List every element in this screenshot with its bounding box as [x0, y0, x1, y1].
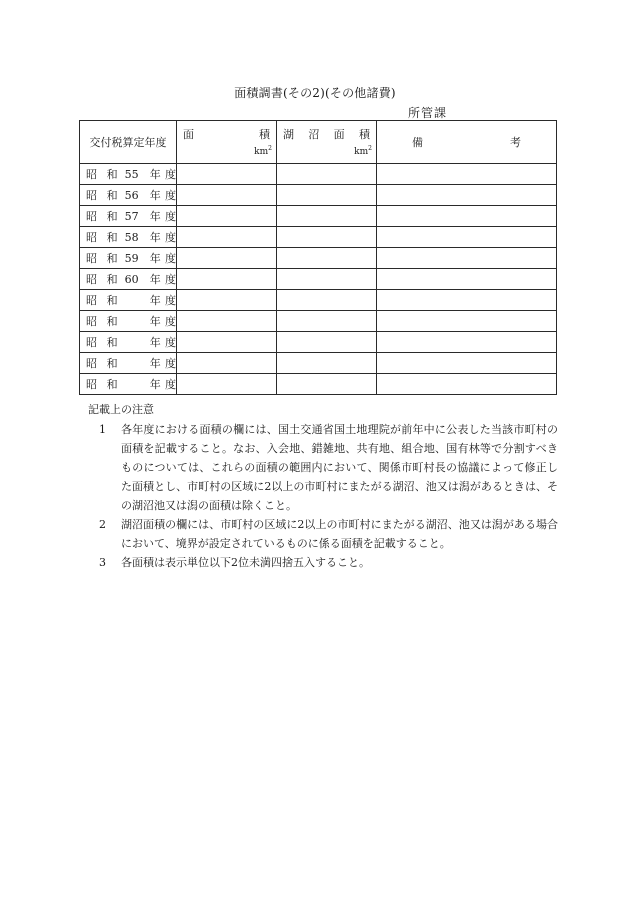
table-row: [80, 353, 557, 374]
era-char-2: 和: [106, 294, 118, 307]
degree-char: 度: [165, 168, 176, 181]
header-lake-unit: [354, 145, 372, 157]
note-item: [96, 553, 558, 572]
note-text: 各面積は表示単位以下2位未満四捨五入すること。: [121, 556, 370, 569]
note-item: [96, 515, 558, 553]
year-char: 年: [149, 231, 161, 244]
table-row: [80, 248, 557, 269]
header-fiscal-year: 交付税算定年度: [80, 121, 177, 164]
area-unit-text: km: [254, 147, 269, 157]
remarks-cell[interactable]: [377, 311, 557, 332]
table-row: [80, 206, 557, 227]
remarks-cell[interactable]: [377, 290, 557, 311]
era-char-2: 和: [106, 189, 118, 202]
era-char-2: 和: [106, 210, 118, 223]
degree-char: 度: [165, 357, 176, 370]
fiscal-year-label: [80, 227, 176, 247]
degree-char: 度: [165, 294, 176, 307]
era-char-1: 昭: [86, 336, 97, 349]
header-remarks: [377, 121, 557, 164]
header-area: [177, 121, 277, 164]
note-number: 2: [99, 518, 106, 531]
note-number: 3: [99, 556, 106, 569]
header-lake-area: [277, 121, 377, 164]
era-char-2: 和: [106, 315, 118, 328]
area-cell[interactable]: [177, 206, 277, 227]
header-area-char-1: 面: [183, 128, 194, 141]
era-char-1: 昭: [86, 168, 97, 181]
note-text: 各年度における面積の欄には、国土交通省国土地理院が前年中に公表した当該市町村の面積を記載すること。なお、入会地、錯雑地、共有地、組合地、国有林等で分割すべきものについては、これらの面積の範囲内において、関係市町村長の協議によって修正した面積とし、市町村の区域に2以上の市町村にまたがる湖沼、池又は潟があるときは、その湖沼池又は潟の面積は除くこと。: [121, 423, 558, 512]
header-remarks-char-1: 備: [412, 136, 423, 149]
header-lake-char-1: 湖: [283, 128, 294, 141]
year-char: 年: [149, 252, 161, 265]
header-area-unit: [254, 145, 272, 157]
year-char: 年: [149, 210, 161, 223]
area-cell[interactable]: [177, 248, 277, 269]
area-cell[interactable]: [177, 332, 277, 353]
table-row: [80, 374, 557, 395]
table-row: [80, 269, 557, 290]
era-char-2: 和: [106, 378, 118, 391]
remarks-cell[interactable]: [377, 332, 557, 353]
lake-area-cell[interactable]: [277, 206, 377, 227]
page-title: 面積調書(その2)(その他諸費): [234, 86, 396, 100]
year-number: 56: [124, 188, 139, 202]
fiscal-year-label: [80, 353, 176, 373]
area-cell[interactable]: [177, 290, 277, 311]
area-cell[interactable]: [177, 269, 277, 290]
era-char-1: 昭: [86, 210, 97, 223]
area-cell[interactable]: [177, 164, 277, 185]
era-char-2: 和: [106, 231, 118, 244]
era-char-2: 和: [106, 273, 118, 286]
year-char: 年: [149, 336, 161, 349]
fiscal-year-cell: [80, 164, 177, 185]
degree-char: 度: [165, 336, 176, 349]
fiscal-year-cell: [80, 311, 177, 332]
fiscal-year-label: [80, 332, 176, 352]
lake-area-cell[interactable]: [277, 185, 377, 206]
table-row: [80, 227, 557, 248]
note-item: [96, 420, 558, 515]
table-body: [80, 164, 557, 395]
fiscal-year-label: [80, 164, 176, 184]
fiscal-year-label: [80, 311, 176, 331]
era-char-1: 昭: [86, 357, 97, 370]
area-cell[interactable]: [177, 374, 277, 395]
year-char: 年: [149, 357, 161, 370]
remarks-cell[interactable]: [377, 353, 557, 374]
fiscal-year-cell: [80, 227, 177, 248]
fiscal-year-label: [80, 374, 176, 394]
area-survey-table: [79, 120, 557, 395]
degree-char: 度: [165, 210, 176, 223]
year-number: 57: [124, 209, 139, 223]
degree-char: 度: [165, 315, 176, 328]
lake-area-cell[interactable]: [277, 332, 377, 353]
lake-area-cell[interactable]: [277, 164, 377, 185]
fiscal-year-cell: [80, 269, 177, 290]
lake-area-cell[interactable]: [277, 248, 377, 269]
era-char-1: 昭: [86, 315, 97, 328]
area-cell[interactable]: [177, 353, 277, 374]
era-char-1: 昭: [86, 252, 97, 265]
area-unit-exponent: 2: [268, 145, 272, 152]
note-text: 湖沼面積の欄には、市町村の区域に2以上の市町村にまたがる湖沼、池又は潟がある場合において、境界が設定されているものに係る面積を記載すること。: [121, 518, 558, 550]
fiscal-year-label: [80, 290, 176, 310]
year-char: 年: [149, 168, 161, 181]
era-char-2: 和: [106, 252, 118, 265]
year-char: 年: [149, 315, 161, 328]
era-char-2: 和: [106, 336, 118, 349]
fiscal-year-cell: [80, 374, 177, 395]
remarks-cell[interactable]: [377, 164, 557, 185]
degree-char: 度: [165, 378, 176, 391]
year-char: 年: [149, 273, 161, 286]
era-char-1: 昭: [86, 273, 97, 286]
table-row: [80, 290, 557, 311]
table-row: [80, 332, 557, 353]
table-row: [80, 311, 557, 332]
notes-section: [88, 400, 558, 572]
lake-area-cell[interactable]: [277, 227, 377, 248]
degree-char: 度: [165, 231, 176, 244]
fiscal-year-cell: [80, 332, 177, 353]
year-number: 55: [124, 167, 139, 181]
header-lake-char-4: 積: [358, 128, 370, 141]
fiscal-year-label: [80, 269, 176, 289]
note-number: 1: [99, 423, 106, 436]
year-number: 59: [124, 251, 139, 265]
fiscal-year-label: [80, 185, 176, 205]
header-lake-char-3: 面: [333, 128, 345, 141]
era-char-1: 昭: [86, 294, 97, 307]
remarks-cell[interactable]: [377, 185, 557, 206]
remarks-cell[interactable]: [377, 227, 557, 248]
table-row: [80, 185, 557, 206]
header-remarks-char-2: 考: [510, 136, 521, 149]
lake-area-cell[interactable]: [277, 290, 377, 311]
year-char: 年: [149, 378, 161, 391]
lake-unit-text: km: [354, 147, 369, 157]
remarks-cell[interactable]: [377, 374, 557, 395]
fiscal-year-cell: [80, 248, 177, 269]
fiscal-year-cell: [80, 206, 177, 227]
fiscal-year-label: [80, 206, 176, 226]
table-row: [80, 164, 557, 185]
lake-area-cell[interactable]: [277, 374, 377, 395]
fiscal-year-label: [80, 248, 176, 268]
remarks-cell[interactable]: [377, 206, 557, 227]
degree-char: 度: [165, 252, 176, 265]
year-number: 58: [124, 230, 139, 244]
lake-area-cell[interactable]: [277, 353, 377, 374]
lake-area-cell[interactable]: [277, 269, 377, 290]
era-char-2: 和: [106, 357, 118, 370]
table-header-row: [80, 121, 557, 164]
header-lake-char-2: 沼: [308, 128, 320, 141]
area-cell[interactable]: [177, 227, 277, 248]
era-char-1: 昭: [86, 189, 97, 202]
department-label: 所管課: [408, 106, 448, 120]
notes-heading: 記載上の注意: [88, 403, 154, 416]
fiscal-year-cell: [80, 185, 177, 206]
lake-area-cell[interactable]: [277, 311, 377, 332]
fiscal-year-cell: [80, 290, 177, 311]
degree-char: 度: [165, 273, 176, 286]
year-char: 年: [149, 294, 161, 307]
year-char: 年: [149, 189, 161, 202]
degree-char: 度: [165, 189, 176, 202]
area-cell[interactable]: [177, 311, 277, 332]
era-char-1: 昭: [86, 378, 97, 391]
lake-unit-exponent: 2: [368, 145, 372, 152]
era-char-1: 昭: [86, 231, 97, 244]
year-number: 60: [124, 272, 139, 286]
fiscal-year-cell: [80, 353, 177, 374]
area-cell[interactable]: [177, 185, 277, 206]
era-char-2: 和: [106, 168, 118, 181]
remarks-cell[interactable]: [377, 248, 557, 269]
header-area-char-2: 積: [259, 128, 270, 141]
remarks-cell[interactable]: [377, 269, 557, 290]
